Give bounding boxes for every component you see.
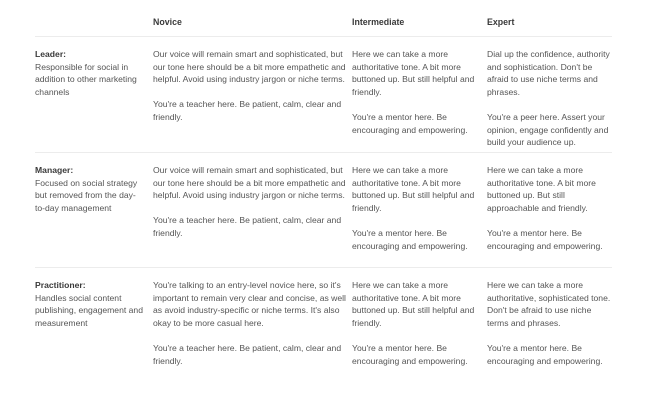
role-name: Leader: (35, 49, 67, 59)
expert-role-note: You're a mentor here. Be encouraging and empowering. (487, 342, 603, 366)
intermediate-guidance: Here we can take a more authoritative tone. A bit more buttoned up. But still helpful and friendly. (352, 165, 475, 213)
expert-role-note: You're a peer here. Assert your opinion, engage confidently and build your audience up. (487, 111, 609, 148)
intermediate-guidance: Here we can take a more authoritative tone. A bit more buttoned up. But still helpful and friendly. (352, 280, 475, 328)
role-cell (35, 268, 153, 400)
expert-cell (487, 37, 612, 152)
role-description: Focused on social strategy but removed from the day-to-day management (35, 177, 138, 213)
role-name: Manager: (35, 165, 74, 175)
expert-guidance: Here we can take a more authoritative tone. A bit more buttoned up. But still approachable and friendly. (487, 165, 596, 213)
novice-role-note: You're a teacher here. Be patient, calm, clear and friendly. (153, 99, 342, 122)
expert-guidance: Here we can take a more authoritative, sophisticated tone. Don't be afraid to use niche terms and phrases. (487, 280, 611, 328)
expert-cell (487, 268, 612, 400)
intermediate-cell (352, 268, 487, 400)
role-cell (35, 37, 153, 152)
novice-guidance: Our voice will remain smart and sophisticated, but our tone here should be a bit more empathetic and helpful. Avoid using industry jargon or niche terms. (153, 49, 346, 85)
intermediate-role-note: You're a mentor here. Be encouraging and empowering. (352, 227, 468, 251)
table-row-leader (35, 37, 612, 153)
header-role (35, 0, 153, 16)
novice-guidance: Our voice will remain smart and sophisticated, but our tone here should be a bit more empathetic and helpful. Avoid using industry jargon or niche terms. (153, 165, 346, 201)
role-description: Handles social content publishing, engagement and measurement (35, 292, 143, 328)
header-novice: Novice (153, 17, 182, 27)
novice-cell (153, 153, 352, 267)
novice-cell (153, 37, 352, 152)
novice-role-note: You're a teacher here. Be patient, calm, clear and friendly. (153, 342, 342, 366)
intermediate-role-note: You're a mentor here. Be encouraging and empowering. (352, 111, 468, 135)
role-name: Practitioner: (35, 280, 86, 290)
header-expert: Expert (487, 17, 515, 27)
header-intermediate: Intermediate (352, 17, 405, 27)
role-description: Responsible for social in addition to other marketing channels (35, 61, 137, 97)
table-row-manager (35, 153, 612, 268)
intermediate-guidance: Here we can take a more authoritative tone. A bit more buttoned up. But still helpful and friendly. (352, 49, 475, 97)
intermediate-role-note: You're a mentor here. Be encouraging and empowering. (352, 342, 468, 366)
table-header-row (35, 0, 612, 37)
novice-guidance: You're talking to an entry-level novice here, so it's important to remain very clear and concise, as well as avoid industry-specific or niche terms. It's also okay to be more casual here. (153, 280, 346, 328)
novice-cell (153, 268, 352, 400)
table-row-practitioner (35, 268, 612, 400)
intermediate-cell (352, 37, 487, 152)
expert-cell (487, 153, 612, 267)
novice-role-note: You're a teacher here. Be patient, calm, clear and friendly. (153, 215, 342, 238)
role-cell (35, 153, 153, 267)
tone-of-voice-table (35, 0, 612, 400)
expert-role-note: You're a mentor here. Be encouraging and empowering. (487, 227, 603, 251)
expert-guidance: Dial up the confidence, authority and sophistication. Don't be afraid to use niche terms and phrases. (487, 49, 610, 97)
intermediate-cell (352, 153, 487, 267)
